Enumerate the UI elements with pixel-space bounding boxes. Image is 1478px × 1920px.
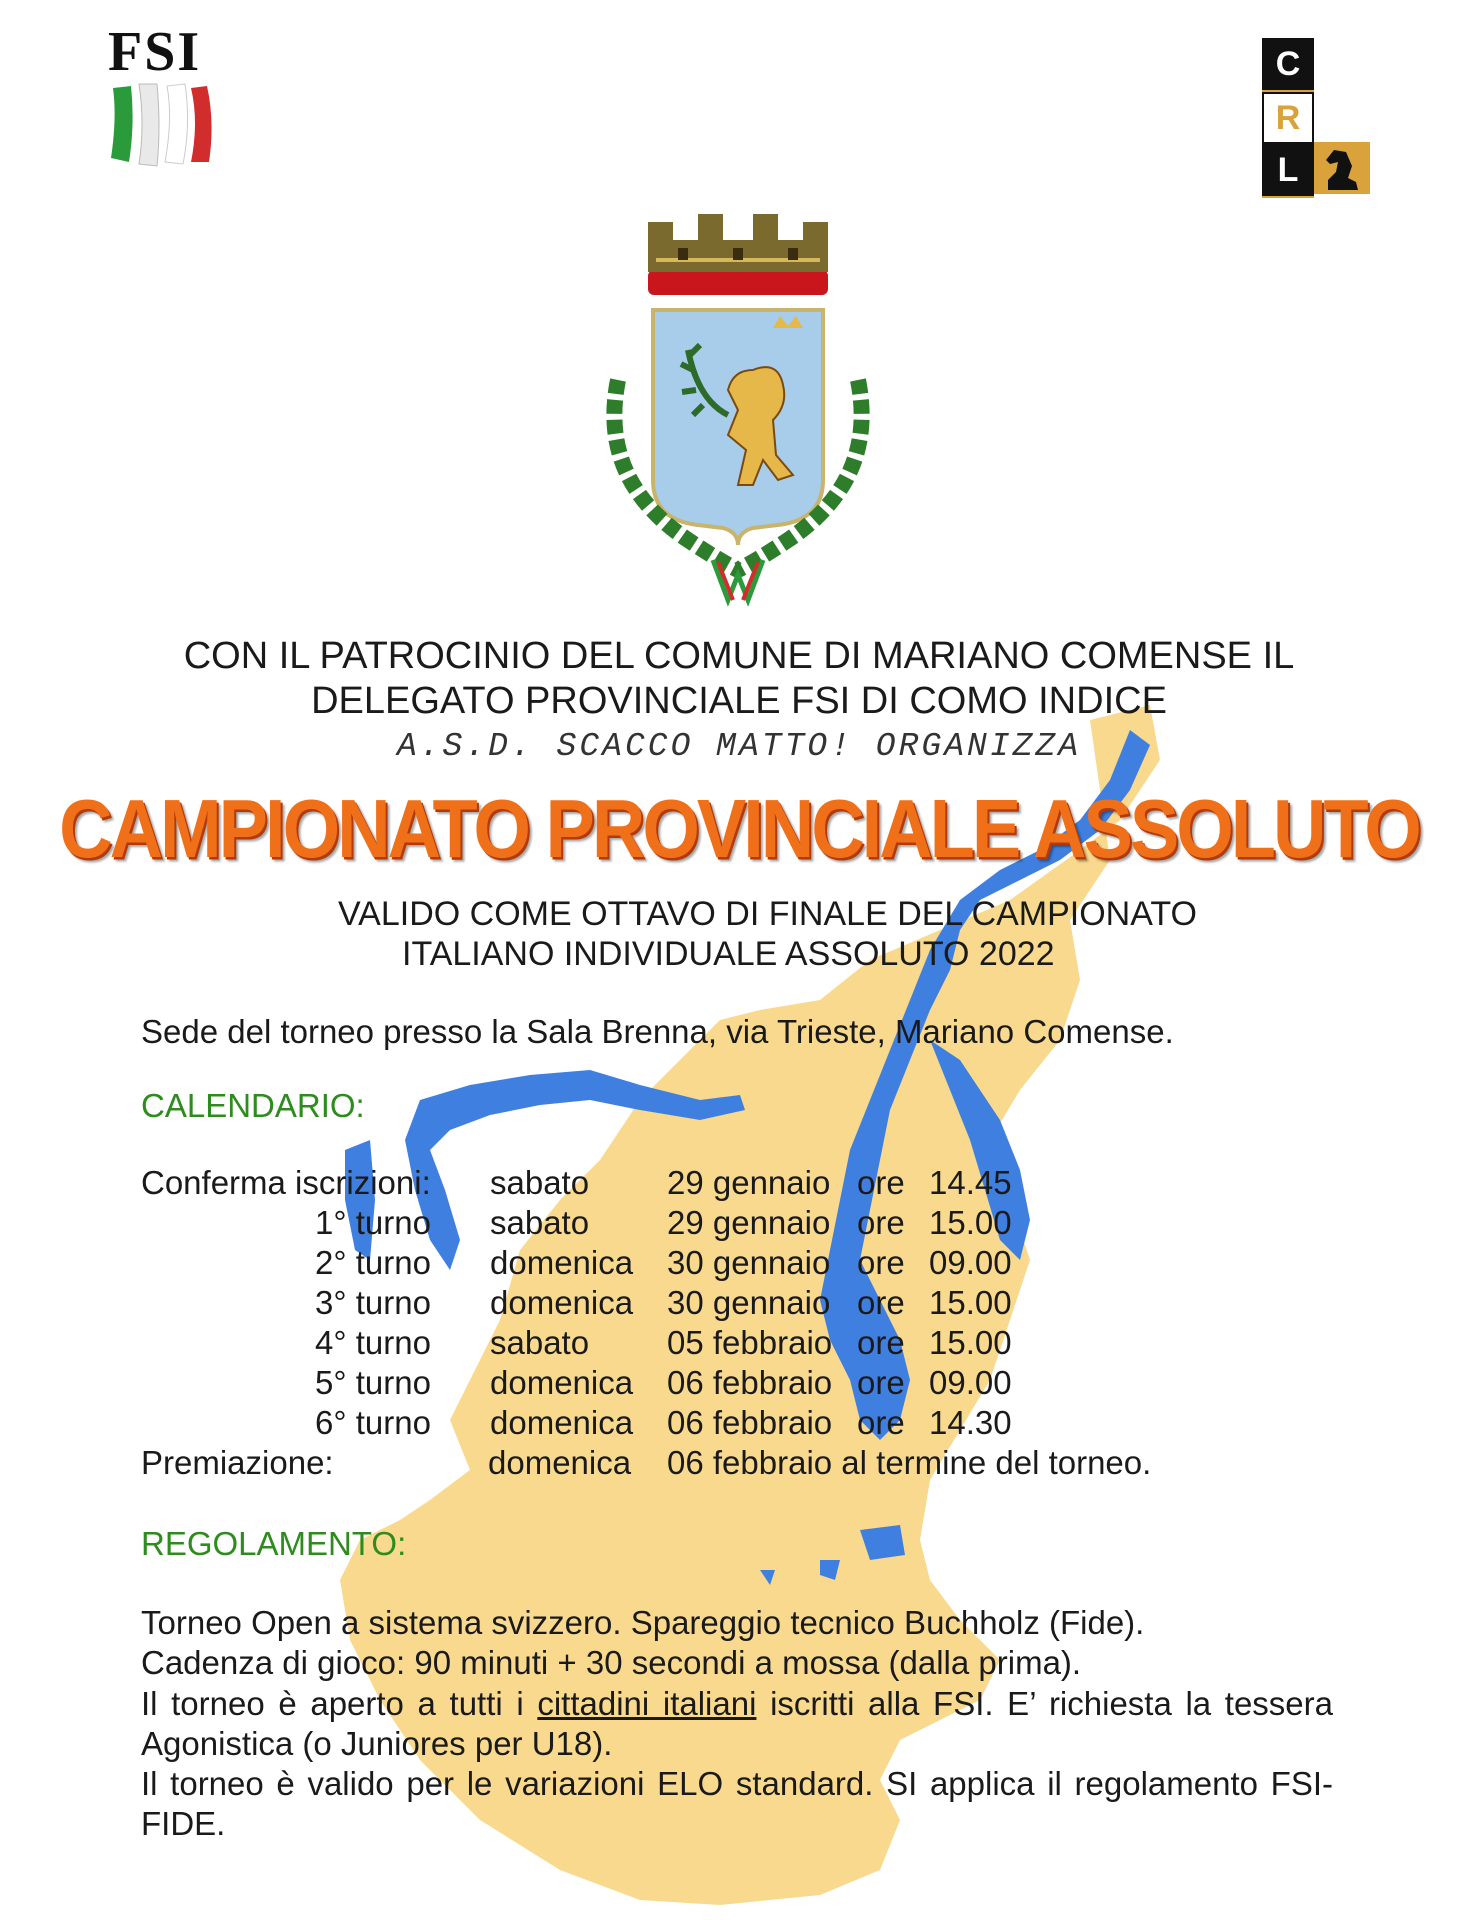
calendar-label: Conferma iscrizioni: — [141, 1164, 431, 1201]
calendar-ore: ore — [857, 1204, 905, 1241]
coat-of-arms-icon — [578, 200, 898, 620]
calendar-date: 30 gennaio — [667, 1244, 831, 1281]
rules-line-3-underlined: cittadini italiani — [537, 1685, 757, 1722]
venue-text: Sede del torneo presso la Sala Brenna, via Trieste, Mariano Comense. — [141, 1013, 1174, 1050]
calendar-time: 15.00 — [929, 1204, 1012, 1241]
calendar-label: 1° turno — [315, 1204, 431, 1241]
calendar-label: 3° turno — [315, 1284, 431, 1321]
calendar-label: 2° turno — [315, 1244, 431, 1281]
calendar-day: sabato — [490, 1204, 590, 1241]
subtitle-line-1: VALIDO COME OTTAVO DI FINALE DEL CAMPIONATO — [338, 895, 1197, 933]
rules-line-3-pre: Il torneo è aperto a tutti i — [141, 1685, 538, 1722]
award-day: domenica — [488, 1444, 632, 1481]
calendar-day: domenica — [490, 1284, 634, 1321]
crl-logo — [1262, 38, 1314, 198]
rules-line-2: Cadenza di gioco: 90 minuti + 30 secondi a mossa (dalla prima). — [141, 1644, 1082, 1681]
calendar-day: domenica — [490, 1404, 634, 1441]
patronage-line-1: CON IL PATROCINIO DEL COMUNE DI MARIANO COMENSE IL — [183, 635, 1295, 677]
calendar-time: 15.00 — [929, 1324, 1012, 1361]
crown-icon — [648, 214, 828, 295]
calendar-time: 15.00 — [929, 1284, 1012, 1321]
rules-line-3 — [141, 1684, 1333, 1764]
calendar-time: 14.30 — [929, 1404, 1012, 1441]
crl-letter-c: C — [1262, 38, 1314, 92]
calendar-day: domenica — [490, 1244, 634, 1281]
calendar-time: 09.00 — [929, 1244, 1012, 1281]
calendar-ore: ore — [857, 1324, 905, 1361]
patronage-line-2: DELEGATO PROVINCIALE FSI DI COMO INDICE — [311, 680, 1167, 722]
calendar-date: 29 gennaio — [667, 1164, 831, 1201]
chess-knight-icon — [1314, 142, 1370, 194]
crl-letter-r: R — [1262, 92, 1314, 144]
calendar-day: domenica — [490, 1364, 634, 1401]
page-title: CAMPIONATO PROVINCIALE ASSOLUTO — [59, 782, 1419, 875]
calendar-ore: ore — [857, 1284, 905, 1321]
calendar-ore: ore — [857, 1244, 905, 1281]
calendar-date: 06 febbraio — [667, 1364, 833, 1401]
rules-line-3-post: iscritti alla FSI. E’ richiesta la tessera Agonistica (o Juniores per U18). — [141, 1685, 1333, 1762]
calendar-ore: ore — [857, 1364, 905, 1401]
calendar-ore: ore — [857, 1404, 905, 1441]
calendar-label: 4° turno — [315, 1324, 431, 1361]
calendar-heading: CALENDARIO: — [141, 1087, 365, 1124]
calendar-label: 6° turno — [315, 1404, 431, 1441]
calendar-ore: ore — [857, 1164, 905, 1201]
organizer-line: A.S.D. SCACCO MATTO! ORGANIZZA — [396, 728, 1082, 765]
calendar-label: 5° turno — [315, 1364, 431, 1401]
award-label: Premiazione: — [141, 1444, 334, 1481]
award-text: 06 febbraio al termine del torneo. — [667, 1444, 1152, 1481]
rules-heading: REGOLAMENTO: — [141, 1525, 407, 1562]
calendar-date: 30 gennaio — [667, 1284, 831, 1321]
rules-line-1: Torneo Open a sistema svizzero. Spareggio tecnico Buchholz (Fide). — [141, 1604, 1145, 1641]
crl-letter-l: L — [1262, 144, 1314, 198]
subtitle-line-2: ITALIANO INDIVIDUALE ASSOLUTO 2022 — [402, 935, 1055, 973]
calendar-date: 05 febbraio — [667, 1324, 833, 1361]
rules-line-4: Il torneo è valido per le variazioni ELO standard. SI applica il regolamento FSI-FIDE. — [141, 1765, 1333, 1842]
calendar-time: 09.00 — [929, 1364, 1012, 1401]
calendar-day: sabato — [490, 1164, 590, 1201]
calendar-day: sabato — [490, 1324, 590, 1361]
fsi-flag-icon — [105, 78, 215, 170]
calendar-date: 29 gennaio — [667, 1204, 831, 1241]
calendar-date: 06 febbraio — [667, 1404, 833, 1441]
calendar-time: 14.45 — [929, 1164, 1012, 1201]
fsi-logo-text: FSI — [108, 21, 202, 83]
